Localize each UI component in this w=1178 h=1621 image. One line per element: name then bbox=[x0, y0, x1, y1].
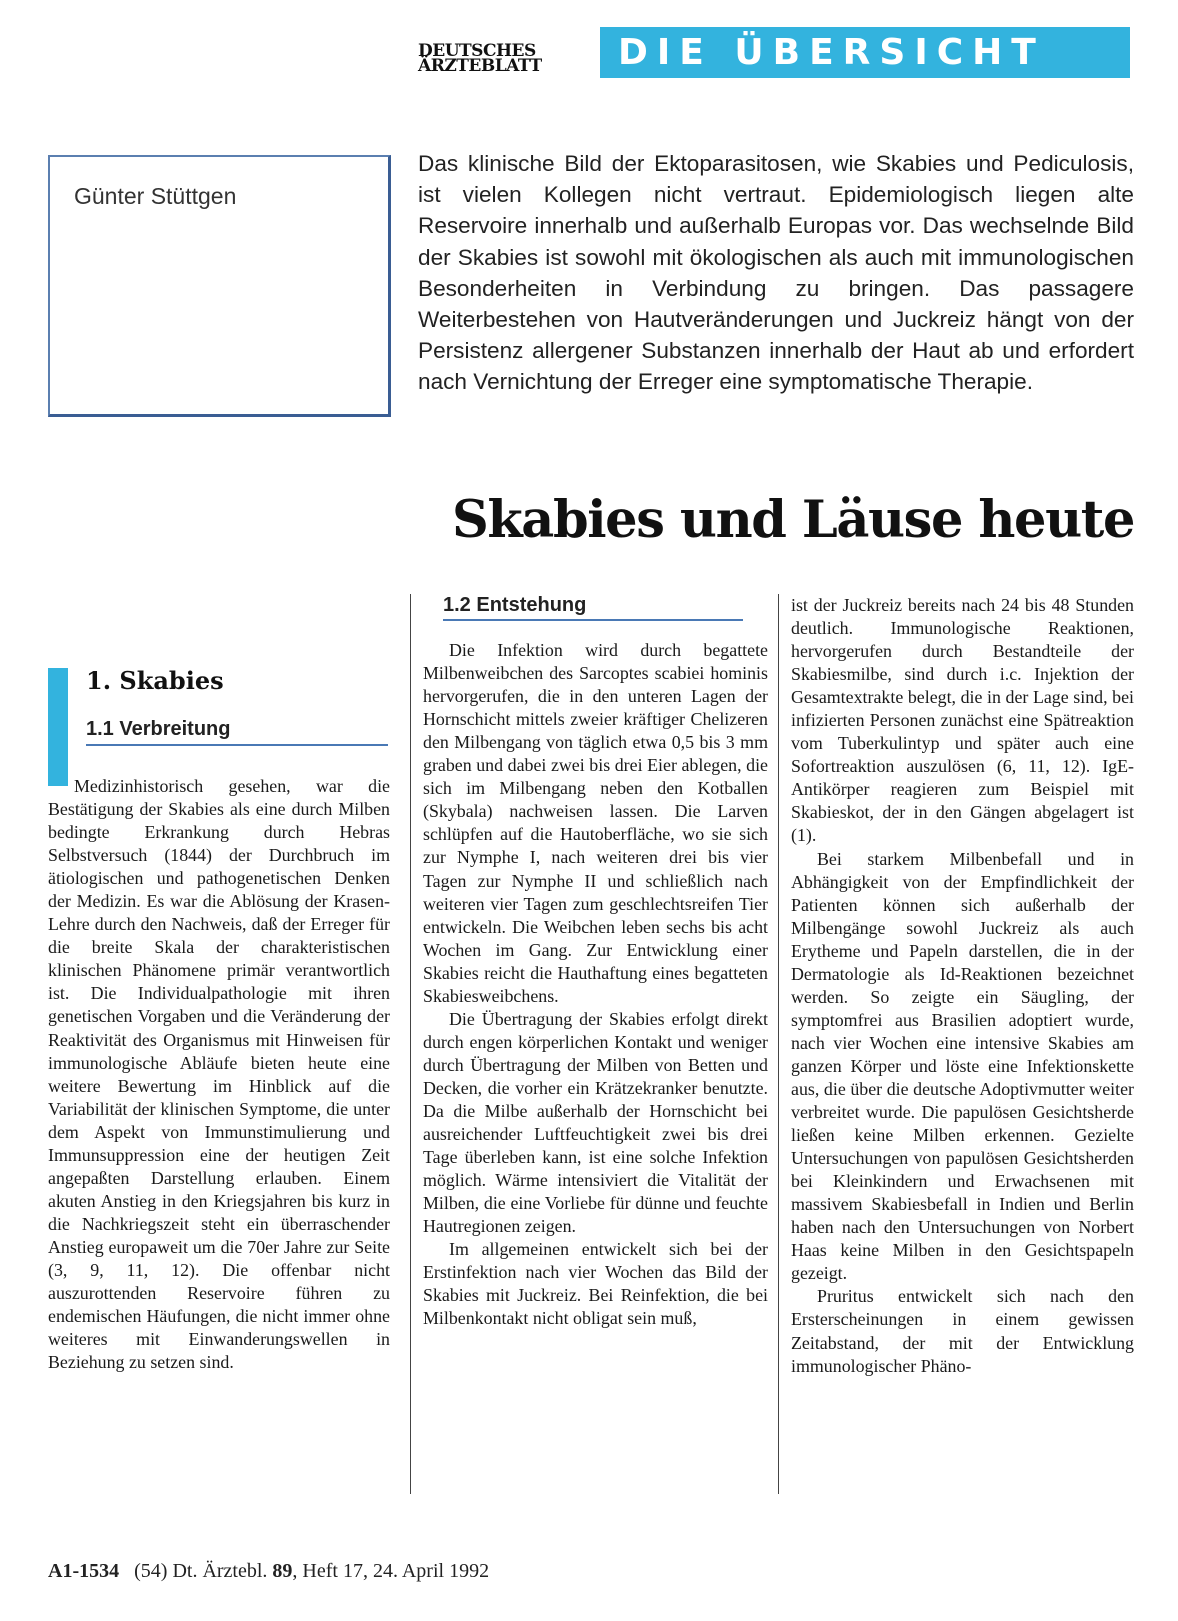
author-box bbox=[48, 155, 391, 417]
paragraph: Die Übertragung der Skabies erfolgt direkt durch engen körperlichen Kontakt und weniger durch Übertragung der Milben von Betten und Decken, die vorher ein Krätzekranker benutzte. Da die Milbe außerhalb der Hornschicht bei ausreichender Luftfeuchtigkeit zwei bis drei Tage überleben kann, ist eine solche Infektion möglich. Wärme intensiviert die Vitalität der Milben, die eine Vorliebe für dünne und feuchte Hautregionen zeigen. bbox=[423, 1008, 768, 1237]
article-title: Skabies und Läuse heute bbox=[451, 490, 1134, 550]
paragraph: Medizinhistorisch gesehen, war die Bestätigung der Skabies als eine durch Milben bedingte Erkrankung durch Hebras Selbstversuch (1844) der Durchbruch im ätiologischen und pathogenetischen Denken der Medizin. Es war die Ablösung der Krasen-Lehre durch den Nachweis, daß der Erreger für die breite Skala der charakteristischen klinischen Phänomene primär verantwortlich ist. Die Individualpathologie mit ihren genetischen Vorgaben und die Veränderung der Reaktivität des Organismus mit Hinweisen für immunologische Abläufe bieten heute eine weitere Bewertung im Hinblick auf die Variabilität der klinischen Symptome, die unter dem Aspekt von Immunstimulierung und Immunsuppression eine der heutigen Zeit angepaßten Darstellung erlauben. Einem akuten Anstieg in den Kriegsjahren bis kurz in die Nachkriegszeit steht ein überraschender Anstieg europaweit um die 70er Jahre zur Seite (3, 9, 11, 12). Die offenbar nicht auszurottenden Reservoire führen zu endemischen Häufungen, die nicht immer ohne weiteres mit Einwanderungswellen in Beziehung zu setzen sind. bbox=[48, 776, 390, 1373]
column-2 bbox=[410, 594, 768, 1494]
section-heading: 1. Skabies bbox=[86, 666, 224, 695]
column-1 bbox=[48, 775, 390, 1374]
volume: 89 bbox=[272, 1560, 293, 1582]
paragraph: Im allgemeinen entwickelt sich bei der Erstinfektion nach vier Wochen das Bild der Skabies mit Juckreiz. Bei Reinfektion, die bei Milbenkontakt nicht obligat sein muß, bbox=[423, 1239, 768, 1329]
subsection-heading-entstehung: 1.2 Entstehung bbox=[443, 594, 743, 621]
author-name: Günter Stüttgen bbox=[74, 183, 237, 209]
subsection-heading-verbreitung: 1.1 Verbreitung bbox=[86, 718, 388, 746]
page-code: A1-1534 bbox=[48, 1560, 120, 1582]
paragraph: Die Infektion wird durch begattete Milbenweibchen des Sarcoptes scabiei hominis hervorgerufen, die in den unteren Lagen der Hornschicht mittels zweier kräftiger Chelizeren den Milbengang von täglich etwa 0,5 bis 3 mm graben und dabei zwei bis drei Eier ablegen, die sich im Milbengang neben den Kotballen (Skybala) nachweisen lassen. Die Larven schlüpfen auf die Hautoberfläche, wo sie sich zur Nymphe I, nach weiteren drei bis vier Tagen zur Nymphe II und schließlich nach weiteren vier Tagen zum geschlechtsreifen Tier entwickeln. Die Weibchen leben sechs bis acht Wochen im Gang. Zur Entwicklung einer Skabies reicht die Hauthaftung eines begatteten Skabiesweibchens. bbox=[423, 640, 768, 1006]
paragraph: Pruritus entwickelt sich nach den Ersterscheinungen in einem gewissen Zeitabstand, der mit der Entwicklung immunologischer Phäno- bbox=[791, 1286, 1134, 1376]
abstract: Das klinische Bild der Ektoparasitosen, wie Skabies und Pediculosis, ist vielen Kollegen nicht vertraut. Epidemiologisch liegen alte Reservoire innerhalb und außerhalb Europas vor. Das wechselnde Bild der Skabies ist sowohl mit ökologischen als auch mit immunologischen Besonderheiten in Verbindung zu bringen. Das passagere Weiterbestehen von Hautveränderungen und Juckreiz hängt von der Persistenz allergener Substanzen innerhalb der Haut ab und erfordert nach Vernichtung der Erreger eine symptomatische Therapie. bbox=[418, 151, 1134, 395]
journal-logo bbox=[418, 41, 578, 76]
paragraph: ist der Juckreiz bereits nach 24 bis 48 Stunden deutlich. Immunologische Reaktionen, hervorgerufen durch Bestandteile der Skabiesmilbe, sind durch i.c. Injektion der Gesamtextrakte belegt, die in der Lage sind, bei infizierten Personen zunächst eine Spätreaktion vom Tuberkulintyp und später auch eine Sofortreaktion auszulösen (6, 11, 12). IgE-Antikörper reagieren zum Beispiel mit Skabieskot, der in den Gängen abgelagert ist (1). bbox=[791, 595, 1134, 846]
paragraph: Bei starkem Milbenbefall und in Abhängigkeit von der Empfindlichkeit der Patienten können sich außerhalb der Milbengänge sowohl Juckreiz als auch Erytheme und Papeln darstellen, die in der Dermatologie als Id-Reaktionen bezeichnet werden. So zeigte ein Säugling, der symptomfrei aus Brasilien adoptiert wurde, nach vier Wochen eine intensive Skabies am ganzen Körper und löste eine Infektionskette aus, die über die deutsche Adoptivmutter weiter verbreitet wurde. Die papulösen Gesichtsherde ließen keine Milben erkennen. Gezielte Untersuchungen von papulösen Gesichtsherden bei Kleinkindern und Erwachsenen mit massivem Skabiesbefall in Indien und Berlin haben nach den Untersuchungen von Norbert Haas keine Milben in den Gesichtspapeln gezeigt. bbox=[791, 848, 1134, 1284]
column-3 bbox=[778, 594, 1134, 1494]
page-footer: A1-1534 (54) Dt. Ärztebl. 89, Heft 17, 24. April 1992 bbox=[48, 1560, 490, 1582]
section-banner: DIE ÜBERSICHT bbox=[600, 27, 1130, 78]
journal-name: Dt. Ärztebl. bbox=[172, 1560, 268, 1582]
section-accent-bar bbox=[48, 668, 68, 786]
journal-logo-line1: DEUTSCHES bbox=[418, 41, 536, 61]
journal-logo-line2: ÄRZTEBLATT bbox=[418, 56, 542, 76]
issue: Heft 17, 24. April 1992 bbox=[302, 1560, 490, 1582]
page-number: (54) bbox=[134, 1560, 168, 1582]
